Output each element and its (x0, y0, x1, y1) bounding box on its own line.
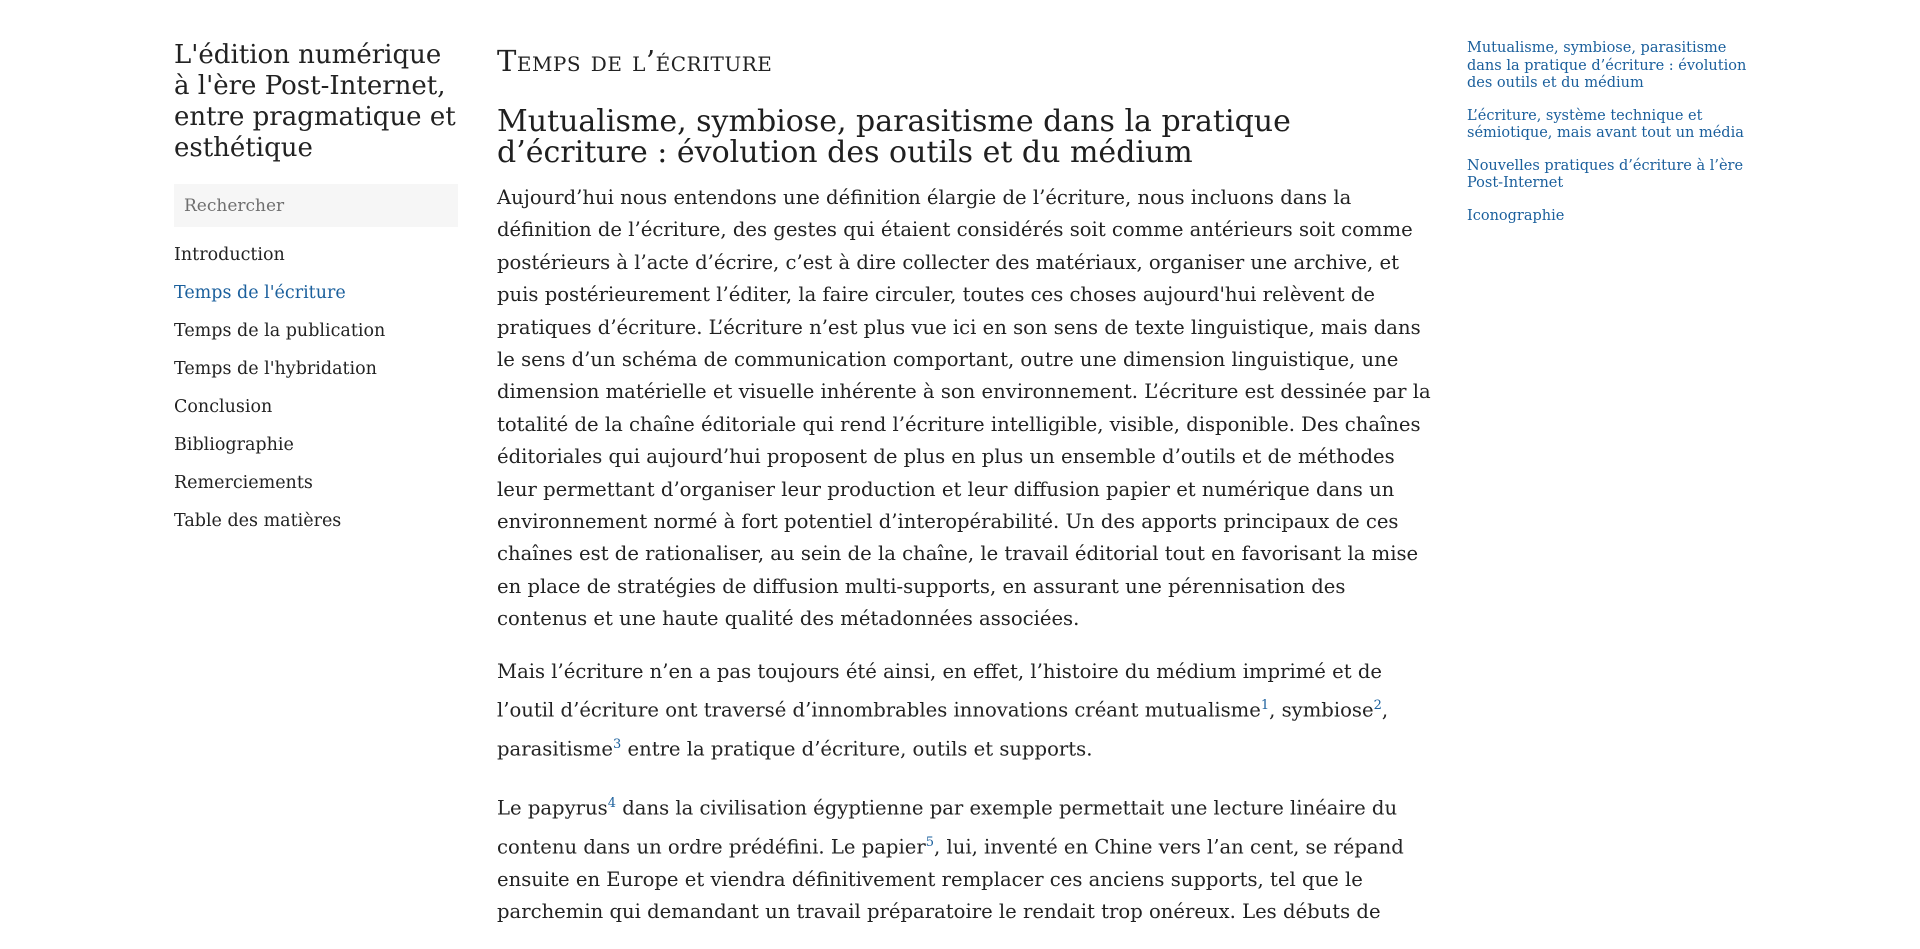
paragraph-text: Le papyrus (497, 796, 608, 820)
nav-item-conclusion[interactable]: Conclusion (174, 397, 273, 417)
footnote-link-4[interactable]: 4 (607, 795, 616, 811)
search-input[interactable] (174, 184, 458, 227)
main-nav (174, 245, 460, 531)
paragraph-3 (497, 786, 1437, 929)
footnote-link-1[interactable]: 1 (1260, 698, 1270, 714)
paragraph-text: , symbiose (1269, 698, 1374, 722)
paragraph-2 (497, 656, 1437, 766)
footnote-link-3[interactable]: 3 (612, 737, 622, 753)
toc-item-mutualisme[interactable]: Mutualisme, symbiose, parasitisme dans la pratique d’écriture : évolution des outils et du médium (1467, 40, 1747, 91)
paragraph-text: Mais l’écriture n’en a pas toujours été ainsi, en effet, l’histoire du médium imprimé et de l’outil d’écriture ont traversé d’innombrables innovations créant mutualisme (497, 659, 1382, 722)
left-sidebar (174, 40, 460, 549)
site-title: L'édition numérique à l'ère Post-Internet, entre pragmatique et esthétique (174, 40, 456, 163)
paragraph-1: Aujourd’hui nous entendons une définition élargie de l’écriture, nous incluons dans la définition de l’écriture, des gestes qui étaient considérés soit comme antérieurs soit comme postérieurs à l’acte d’écrire, c’est à dire collecter des matériaux, organiser une archive, et puis postérieurement l’éditer, la faire circuler, toutes ces choses aujourd'hui relèvent de pratiques d’écriture. L’écriture n’est plus vue ici en son sens de texte linguistique, mais dans le sens d’un schéma de communication comportant, outre une dimension linguistique, une dimension matérielle et visuelle inhérente à son environnement. L’écriture est dessinée par la totalité de la chaîne éditoriale qui rend l’écriture intelligible, visible, disponible. Des chaînes éditoriales qui aujourd’hui proposent de plus en plus un ensemble d’outils et de méthodes leur permettant d’organiser leur production et leur diffusion papier et numérique dans un environnement normé à fort potentiel d’interopérabilité. Un des apports principaux de ces chaînes est de rationaliser, au sein de la chaîne, le travail éditorial tout en favorisant la mise en place de stratégies de diffusion multi-supports, en assurant une pérennisation des contenus et une haute qualité des métadonnées associées. (497, 186, 1431, 631)
table-of-contents (1467, 40, 1757, 240)
paragraph-text: entre la pratique d’écriture, outils et supports. (621, 737, 1093, 761)
toc-item-systeme-technique[interactable]: L’écriture, système technique et sémiotique, mais avant tout un média (1467, 107, 1744, 141)
paragraph-text: , parasitisme (497, 698, 1389, 761)
nav-item-table-des-matieres[interactable]: Table des matières (174, 511, 342, 531)
part-title: Temps de l’écriture (497, 44, 773, 78)
paragraph-text: , lui, inventé en Chine vers l’an cent, se répand ensuite en Europe et viendra définitivement remplacer ces anciens supports, tel que le parchemin qui demandant un travail préparatoire le rendait trop onéreux. Les débuts de (497, 835, 1404, 924)
nav-item-temps-publication[interactable]: Temps de la publication (174, 321, 386, 341)
section-title: Mutualisme, symbiose, parasitisme dans la pratique d’écriture : évolution des outils et du médium (497, 104, 1291, 170)
nav-item-introduction[interactable]: Introduction (174, 245, 285, 265)
nav-item-bibliographie[interactable]: Bibliographie (174, 435, 294, 455)
nav-item-temps-hybridation[interactable]: Temps de l'hybridation (174, 359, 377, 379)
toc-item-iconographie[interactable]: Iconographie (1467, 207, 1565, 224)
paragraph-text: dans la civilisation égyptienne par exemple permettait une lecture linéaire du contenu dans un ordre prédéfini. Le papier (497, 796, 1398, 859)
main-content (497, 44, 1437, 949)
footnote-link-5[interactable]: 5 (925, 834, 934, 850)
footnote-link-2[interactable]: 2 (1373, 698, 1382, 714)
nav-item-temps-ecriture[interactable]: Temps de l'écriture (174, 283, 346, 303)
nav-item-remerciements[interactable]: Remerciements (174, 473, 313, 493)
toc-item-nouvelles-pratiques[interactable]: Nouvelles pratiques d’écriture à l’ère Post-Internet (1467, 157, 1744, 191)
